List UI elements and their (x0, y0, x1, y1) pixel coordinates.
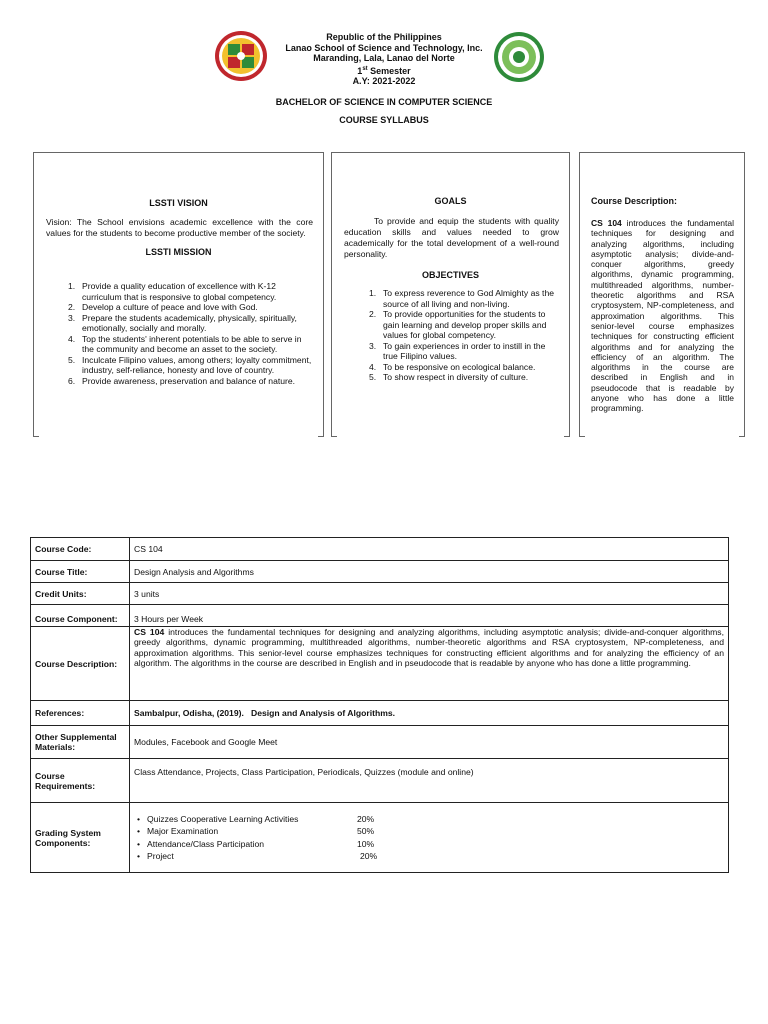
course-title-label: Course Title: (31, 561, 130, 583)
references-label: References: (31, 701, 130, 726)
grading-list (137, 813, 724, 863)
list-item: • Project 20% (137, 850, 724, 863)
course-info-table (30, 537, 729, 873)
degree-title: BACHELOR OF SCIENCE IN COMPUTER SCIENCE (275, 97, 493, 107)
table-row (31, 605, 729, 627)
school-header (0, 32, 768, 87)
grading-system-value (130, 803, 729, 873)
course-component-value: 3 Hours per Week (130, 605, 729, 627)
objectives-heading: OBJECTIVES (421, 270, 479, 280)
course-requirements-label: Course Requirements: (31, 759, 130, 803)
country-line: Republic of the Philippines (326, 32, 442, 42)
objectives-list (369, 288, 559, 383)
table-row (31, 759, 729, 803)
course-description-heading: Course Description: (591, 196, 678, 206)
list-item: 5. To show respect in diversity of culture. (369, 372, 529, 382)
course-requirements-value: Class Attendance, Projects, Class Participation, Periodicals, Quizzes (module and online) (130, 759, 729, 803)
list-item: • Quizzes Cooperative Learning Activities 20% (137, 813, 724, 826)
list-item: 5. Inculcate Filipino values, among others; loyalty commitment, industry, self-reliance, honesty and love of country. (68, 354, 312, 375)
table-row (31, 583, 729, 605)
course-component-label: Course Component: (31, 605, 130, 627)
list-item: 3. To gain experiences in order to instill in the true Filipino values. (369, 340, 546, 361)
mission-list (68, 281, 313, 386)
course-description-box (579, 152, 745, 437)
school-name: Lanao School of Science and Technology, Inc. (285, 42, 483, 53)
list-item: 4. To be responsive on ecological balance. (369, 361, 536, 372)
supplemental-materials-label: Other Supplemental Materials: (31, 726, 130, 759)
vision-mission-box (33, 152, 324, 437)
course-description-text: CS 104 introduces the fundamental techniques for designing and analyzing algorithms, including asymptotic analysis; divide-and-conquer algorithms, greedy algorithms, dynamic programming, multithreaded algorithms, number-theoretic algorithms and RSA cryptosystem, NP-completeness, and approximation algorithms. This senior-level course emphasizes techniques for constructing efficient algorithms and for analyzing the efficiency of an algorithm. The algorithms in the course are described in English and in pseudocode that is readable by anyone who has done a little programming. (591, 218, 734, 414)
goals-objectives-box (331, 152, 570, 437)
course-description-value: CS 104 introduces the fundamental techniques for designing and analyzing algorithms, including asymptotic analysis; divide-and-conquer algorithms, greedy algorithms, dynamic programming, multithreaded algorithms, number-theoretic algorithms and RSA cryptosystem, NP-completeness, and approximation algorithms. This senior-level course emphasizes techniques for constructing efficient algorithms and for analyzing the efficiency of an algorithm. The algorithms in the course are described in English and in pseudocode that is readable by anyone who has done a little programming. (130, 627, 729, 701)
credit-units-label: Credit Units: (31, 583, 130, 605)
vision-heading: LSSTI VISION (149, 198, 208, 208)
academic-year: A.Y: 2021-2022 (352, 76, 416, 86)
table-row (31, 701, 729, 726)
list-item: 2. Develop a culture of peace and love with God. (68, 302, 258, 312)
table-row (31, 803, 729, 873)
document-title: COURSE SYLLABUS (339, 115, 429, 125)
table-row (31, 726, 729, 759)
credit-units-value: 3 units (130, 583, 729, 605)
table-row (31, 538, 729, 561)
course-code-label: Course Code: (31, 538, 130, 561)
course-code-value: CS 104 (130, 538, 729, 561)
mission-heading: LSSTI MISSION (145, 247, 212, 257)
semester-line: 1st Semester (357, 65, 411, 76)
goals-heading: GOALS (434, 196, 467, 206)
list-item: 2. To provide opportunities for the students to gain learning and develop proper skills and values for global competency. (369, 309, 547, 340)
list-item: 6. Provide awareness, preservation and balance of nature. (68, 375, 296, 386)
school-address: Maranding, Lala, Lanao del Norte (313, 53, 455, 63)
grading-system-label: Grading System Components: (31, 803, 130, 873)
course-title-value: Design Analysis and Algorithms (130, 561, 729, 583)
list-item: 1. Provide a quality education of excellence with K-12 curriculum that is responsive to global competency. (68, 281, 277, 302)
references-value: Sambalpur, Odisha, (2019). Design and Analysis of Algorithms. (130, 701, 729, 726)
goals-text: To provide and equip the students with quality education skills and values needed to grow academically for the total development of a well-round personality. (344, 216, 559, 259)
course-description-label: Course Description: (31, 627, 130, 701)
supplemental-materials-value: Modules, Facebook and Google Meet (130, 726, 729, 759)
list-item: • Attendance/Class Participation 10% (137, 838, 724, 851)
table-row (31, 561, 729, 583)
vision-text: Vision: The School envisions academic excellence with the core values for the students to become productive member of the society. (46, 217, 313, 238)
list-item: • Major Examination 50% (137, 825, 724, 838)
table-row (31, 627, 729, 701)
list-item: 3. Prepare the students academically, physically, spiritually, emotionally, socially and morally. (68, 312, 297, 333)
list-item: 1. To express reverence to God Almighty as the source of all living and non-living. (369, 288, 555, 309)
list-item: 4. Top the students' inherent potentials to be able to serve in the community and become an asset to the society. (68, 333, 302, 354)
